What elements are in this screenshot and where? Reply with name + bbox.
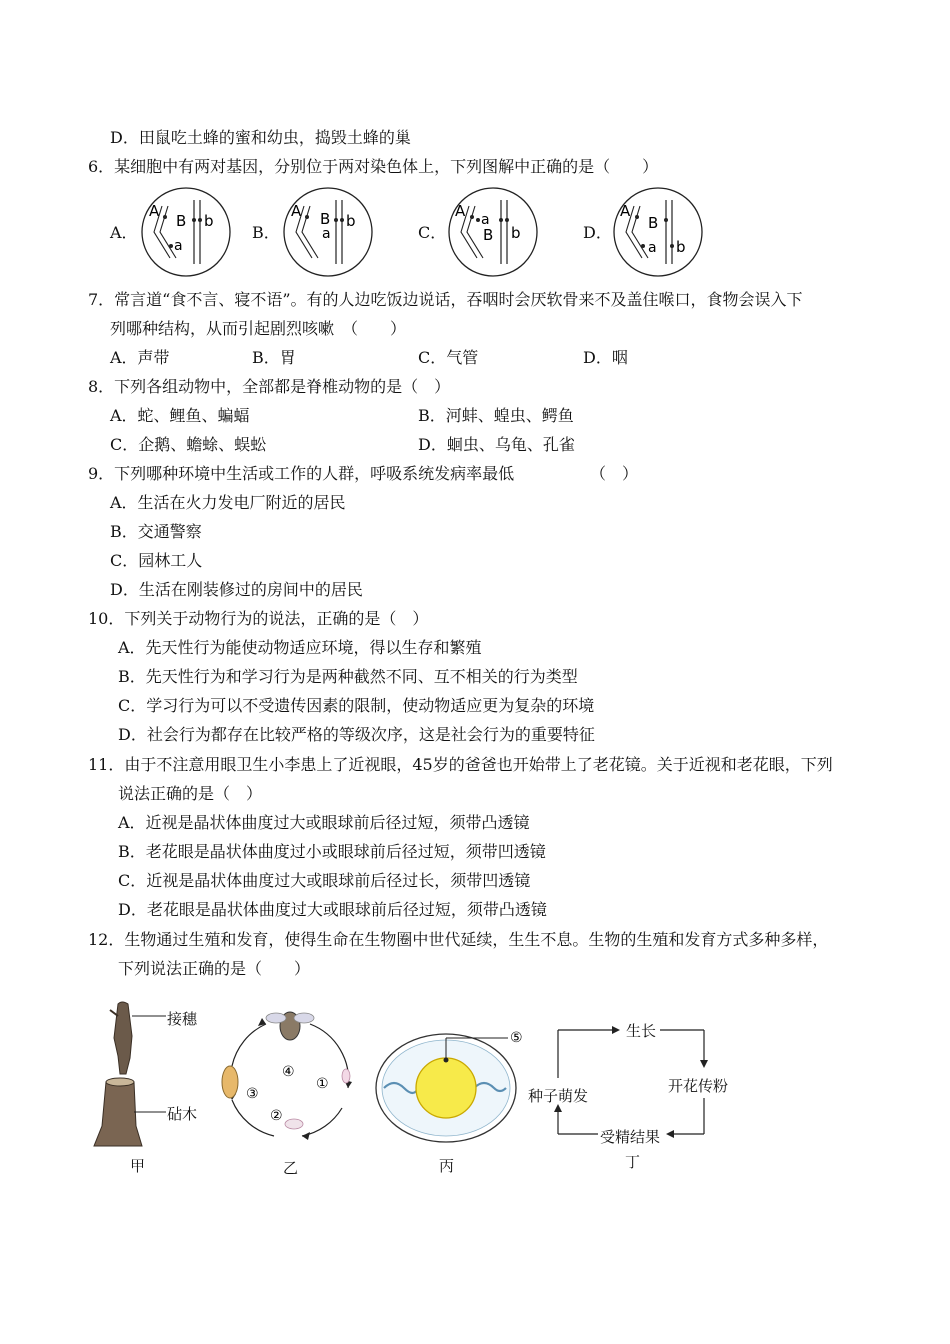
svg-text:B: B xyxy=(483,226,494,244)
svg-text:a: a xyxy=(648,240,657,256)
q10-stem: 10．下列关于动物行为的说法，正确的是（ ） xyxy=(88,609,429,628)
svg-text:B: B xyxy=(176,212,187,230)
flow-step-germination: 种子萌发 xyxy=(528,1087,589,1105)
label-rootstock: 砧木 xyxy=(167,1105,198,1123)
q10-option-c: C．学习行为可以不受遗传因素的限制，使动物适应更为复杂的环境 xyxy=(118,696,595,715)
q9-option-b: B．交通警察 xyxy=(110,522,202,541)
svg-text:a: a xyxy=(481,212,490,228)
q11-option-d: D．老花眼是晶状体曲度过大或眼球前后径过短，须带凸透镜 xyxy=(118,900,547,919)
label-scion: 接穗 xyxy=(167,1010,198,1028)
svg-text:b: b xyxy=(204,212,214,230)
q8-option-c: C．企鹅、蟾蜍、蜈蚣 xyxy=(110,435,267,454)
svg-text:④: ④ xyxy=(282,1064,295,1080)
q12-stem-line1: 12．生物通过生殖和发育，使得生命在生物圈中世代延续，生生不息。生物的生殖和发育方式多种多样， xyxy=(88,930,829,949)
q9-option-c: C．园林工人 xyxy=(110,551,203,570)
q11-stem-line2: 说法正确的是（ ） xyxy=(118,784,263,803)
q11-option-b: B．老花眼是晶状体曲度过小或眼球前后径过短，须带凹透镜 xyxy=(118,842,546,861)
svg-text:a: a xyxy=(174,238,183,254)
q10-option-b: B．先天性行为和学习行为是两种截然不同、互不相关的行为类型 xyxy=(118,667,578,686)
flow-step-growth: 生长 xyxy=(626,1022,657,1040)
caption-jia: 甲 xyxy=(130,1157,146,1175)
q6-option-c-label: C． xyxy=(418,223,447,242)
svg-text:b: b xyxy=(511,224,521,242)
q9-option-d: D．生活在刚装修过的房间中的居民 xyxy=(110,580,363,599)
q7-option-b: B．胃 xyxy=(252,348,296,367)
q12-stem-line2: 下列说法正确的是（ ） xyxy=(118,959,311,978)
svg-text:B: B xyxy=(648,214,659,232)
q11-option-c: C．近视是晶状体曲度过大或眼球前后径过长，须带凹透镜 xyxy=(118,871,531,890)
q10-option-d: D．社会行为都存在比较严格的等级次序，这是社会行为的重要特征 xyxy=(118,725,595,744)
caption-ding: 丁 xyxy=(625,1153,641,1171)
q6-option-b-label: B． xyxy=(252,223,280,242)
q7-option-c: C．气管 xyxy=(418,348,479,367)
q9-option-a: A．生活在火力发电厂附近的居民 xyxy=(110,493,346,512)
q8-option-d: D．蛔虫、乌龟、孔雀 xyxy=(418,435,575,454)
figure-yi-life-cycle xyxy=(210,996,370,1156)
q6-cell-diagram-c xyxy=(447,186,541,278)
svg-text:③: ③ xyxy=(246,1086,259,1102)
svg-text:②: ② xyxy=(270,1108,283,1124)
svg-text:b: b xyxy=(346,212,356,230)
q9-stem: 9．下列哪种环境中生活或工作的人群，呼吸系统发病率最低 xyxy=(88,464,515,483)
q11-option-a: A．近视是晶状体曲度过大或眼球前后径过短，须带凸透镜 xyxy=(118,813,530,832)
svg-text:A: A xyxy=(291,202,302,220)
q6-option-a-label: A． xyxy=(110,223,138,242)
svg-text:①: ① xyxy=(316,1076,329,1092)
svg-text:a: a xyxy=(322,226,331,242)
q9-answer-paren: （ ） xyxy=(590,464,639,483)
svg-text:A: A xyxy=(455,202,466,220)
q6-option-d-label: D． xyxy=(583,223,612,242)
q8-option-b: B．河蚌、蝗虫、鳄鱼 xyxy=(418,406,574,425)
q6-cell-diagram-a xyxy=(140,186,234,278)
q11-stem-line1: 11．由于不注意用眼卫生小李患上了近视眼，45岁的爸爸也开始带上了老花镜。关于近视和老花眼，下列 xyxy=(88,755,833,774)
q10-option-a: A．先天性行为能使动物适应环境，得以生存和繁殖 xyxy=(118,638,482,657)
q8-stem: 8．下列各组动物中，全部都是脊椎动物的是（ ） xyxy=(88,377,451,396)
caption-yi: 乙 xyxy=(283,1159,299,1177)
q7-stem-line1: 7．常言道“食不言、寝不语”。有的人边吃饭边说话，吞咽时会厌软骨来不及盖住喉口，食物会误入下 xyxy=(88,290,803,309)
svg-text:b: b xyxy=(676,238,686,256)
caption-bing: 丙 xyxy=(439,1157,455,1175)
svg-text:⑤: ⑤ xyxy=(510,1030,523,1046)
svg-text:A: A xyxy=(620,202,631,220)
figure-bing-egg xyxy=(370,1018,530,1158)
q7-option-d: D．咽 xyxy=(583,348,628,367)
q6-cell-diagram-d xyxy=(612,186,706,278)
svg-text:B: B xyxy=(320,210,331,228)
q6-cell-diagram-b xyxy=(282,186,376,278)
q7-option-a: A．声带 xyxy=(110,348,170,367)
q8-option-a: A．蛇、鲤鱼、蝙蝠 xyxy=(110,406,250,425)
flow-step-fertilization: 受精结果 xyxy=(600,1128,661,1146)
gene-a-upper: A xyxy=(149,202,160,220)
q5-option-d: D．田鼠吃土蜂的蜜和幼虫，捣毁土蜂的巢 xyxy=(110,128,411,147)
q7-stem-line2: 列哪种结构，从而引起剧烈咳嗽 （ ） xyxy=(110,319,407,338)
q6-stem: 6．某细胞中有两对基因，分别位于两对染色体上，下列图解中正确的是（ ） xyxy=(88,157,659,176)
flow-step-flowering: 开花传粉 xyxy=(668,1077,729,1095)
